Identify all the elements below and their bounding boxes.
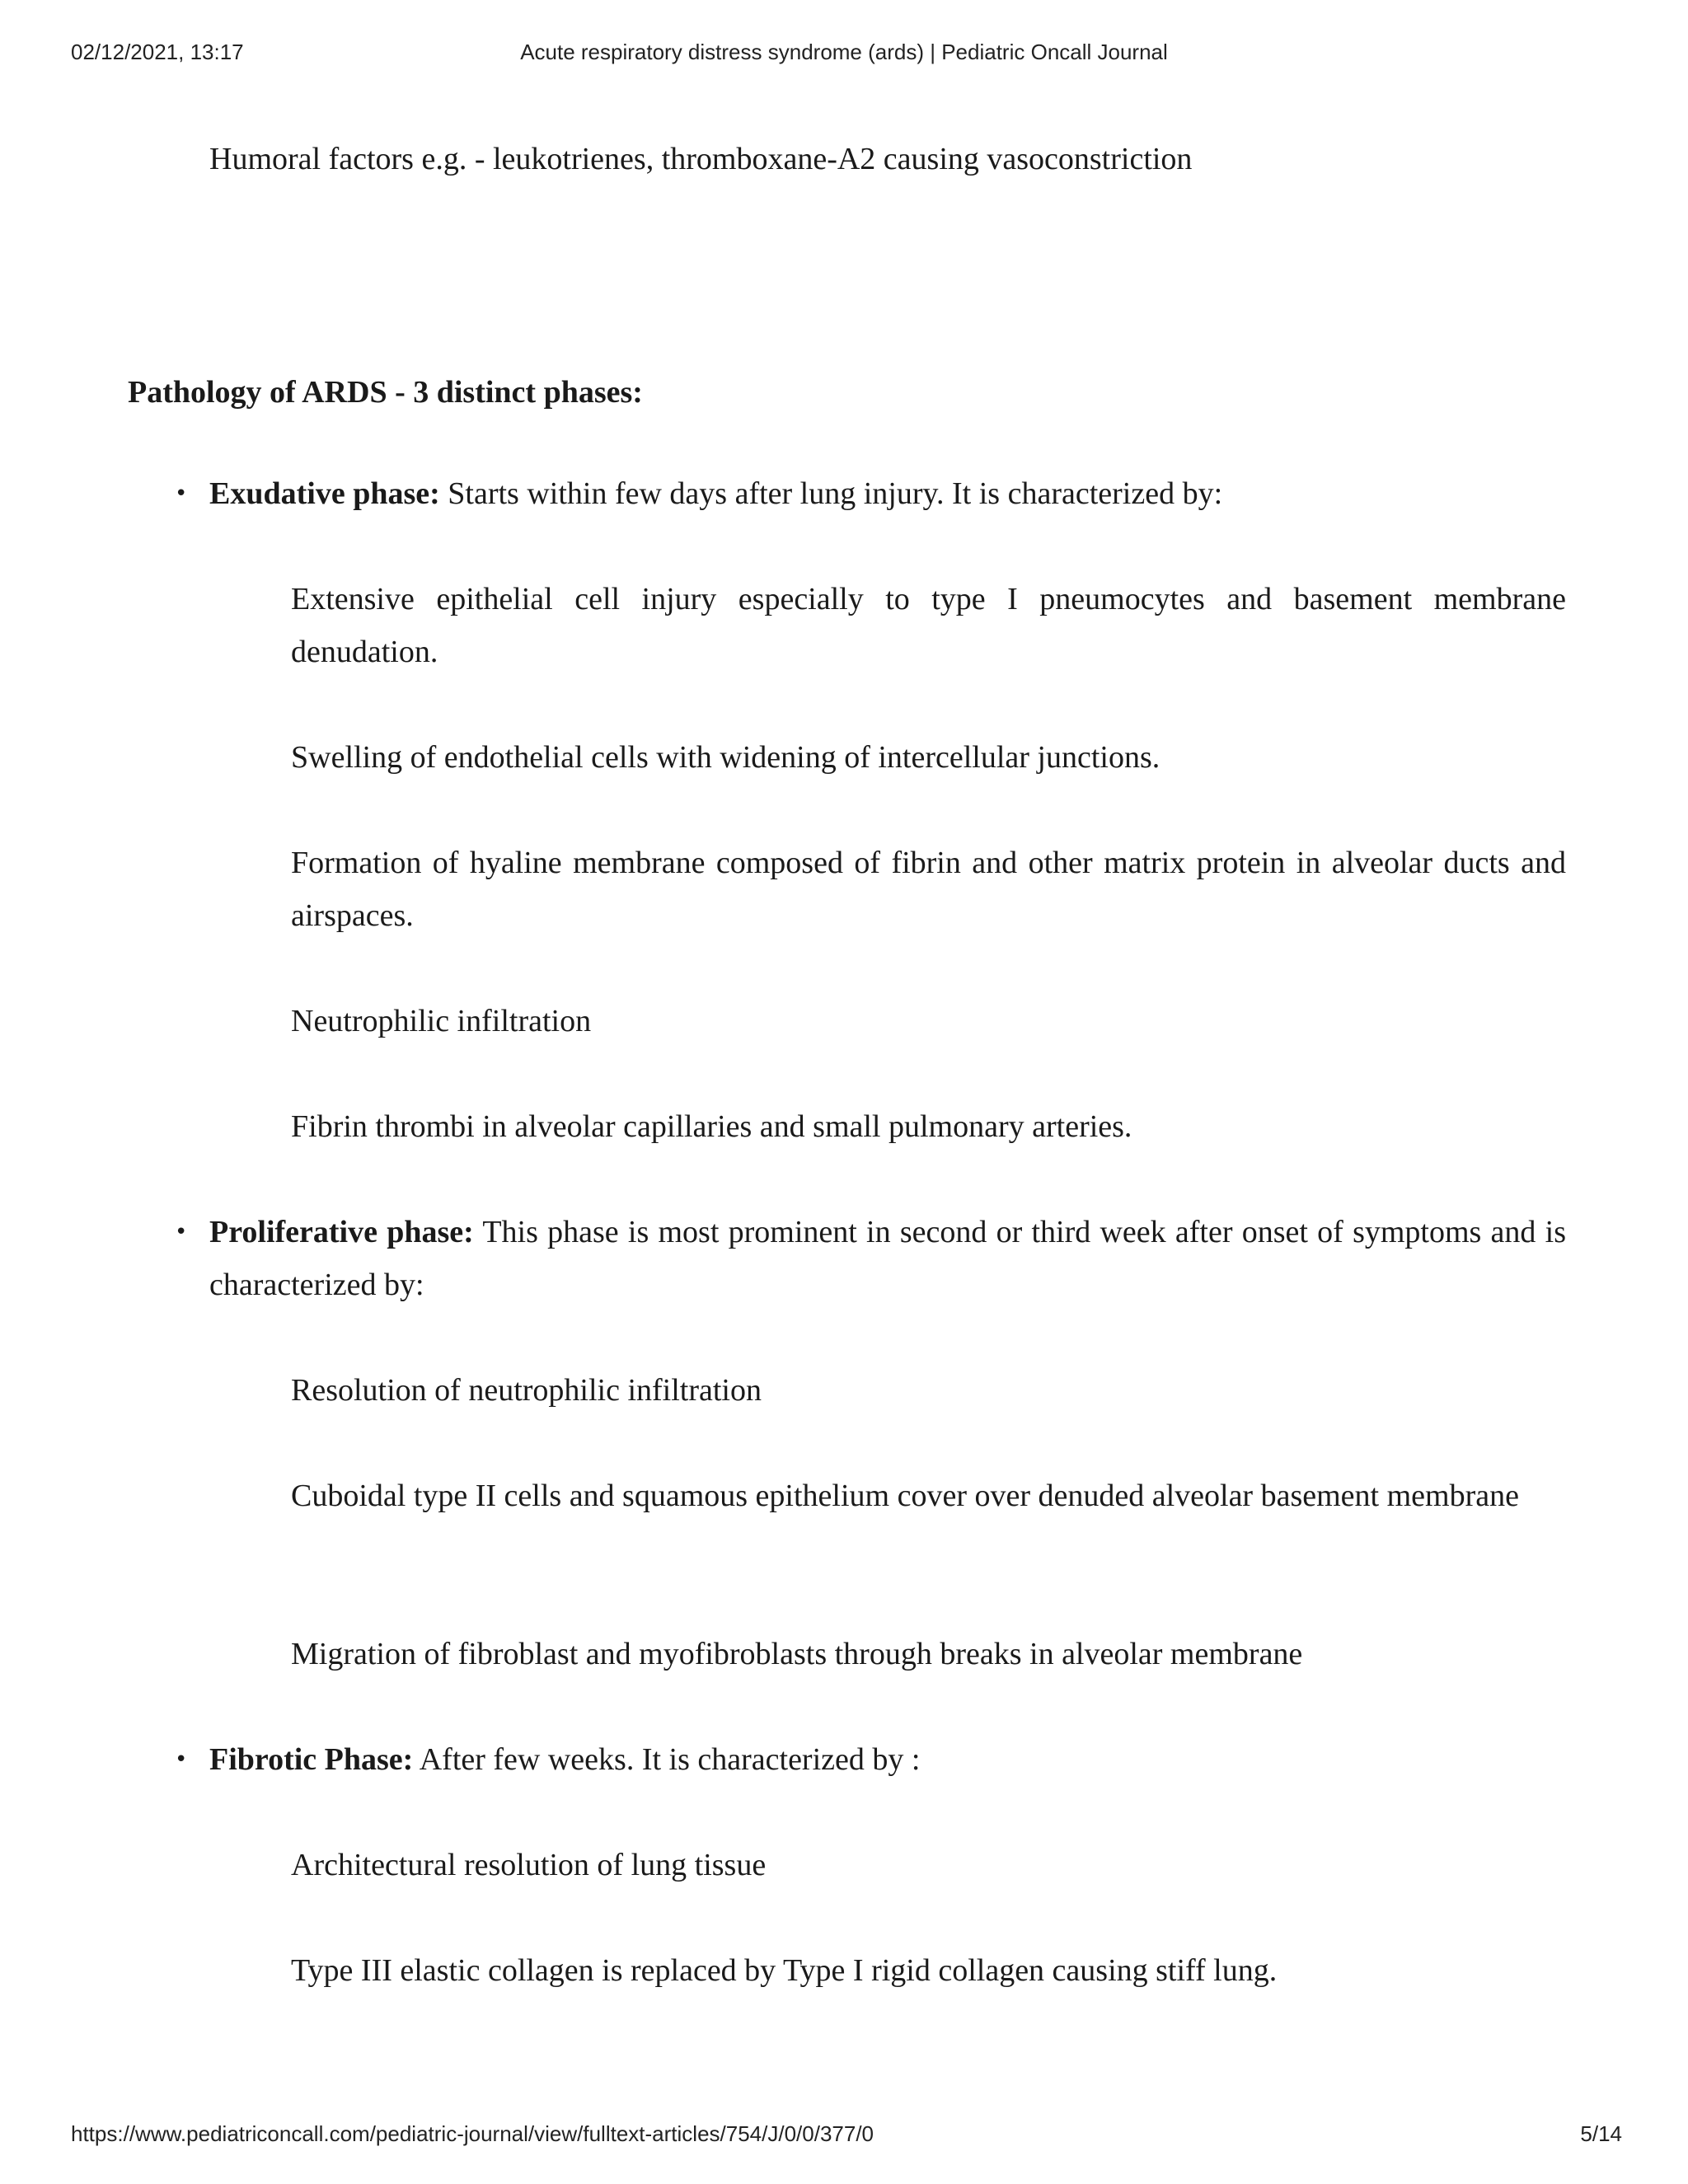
page-title: Acute respiratory distress syndrome (ards) | Pediatric Oncall Journal [520, 40, 1168, 64]
page-url: https://www.pediatriconcall.com/pediatric-journal/view/fulltext-articles/754/J/0/0/377/0 [71, 2121, 874, 2146]
print-datetime: 02/12/2021, 13:17 [71, 40, 244, 64]
phase-detail: Resolution of neutrophilic infiltration [291, 1373, 762, 1408]
phase-detail: Swelling of endothelial cells with widening of intercellular junctions. [291, 740, 1160, 775]
phase-item-exudative [175, 467, 1566, 520]
phase-item-proliferative [175, 1206, 1566, 1311]
phase-detail: Fibrin thrombi in alveolar capillaries and small pulmonary arteries. [291, 1109, 1132, 1144]
phase-name: Proliferative phase: [209, 1215, 474, 1249]
print-footer [0, 2121, 1688, 2149]
phase-name: Fibrotic Phase: [209, 1742, 414, 1777]
bullet-icon: • [175, 1220, 188, 1244]
phase-detail: Migration of fibroblast and myofibroblasts through breaks in alveolar membrane [291, 1637, 1303, 1671]
phase-detail: Extensive epithelial cell injury especially to type I pneumocytes and basement membrane denudation. [291, 582, 1566, 669]
phase-detail: Neutrophilic infiltration [291, 1004, 592, 1038]
page-number: 5/14 [1580, 2121, 1622, 2146]
phase-description: After few weeks. It is characterized by : [413, 1742, 921, 1777]
phase-item-fibrotic [175, 1733, 1566, 1786]
humoral-factors-text: Humoral factors e.g. - leukotrienes, thromboxane-A2 causing vasoconstriction [209, 142, 1193, 176]
phase-name: Exudative phase: [209, 476, 440, 511]
phase-description: Starts within few days after lung injury. It is characterized by: [439, 476, 1223, 511]
section-heading: Pathology of ARDS - 3 distinct phases: [128, 375, 643, 410]
bullet-icon: • [175, 1747, 188, 1772]
phase-detail: Type III elastic collagen is replaced by Type I rigid collagen causing stiff lung. [291, 1953, 1278, 1988]
phase-detail: Architectural resolution of lung tissue [291, 1848, 767, 1882]
bullet-icon: • [175, 481, 188, 506]
phase-description: This phase is most prominent in second or third week after onset of symptoms and is characterized by: [209, 1215, 1566, 1302]
phase-detail: Cuboidal type II cells and squamous epithelium cover over denuded alveolar basement membrane [291, 1479, 1519, 1513]
print-header [0, 40, 1688, 68]
phase-detail: Formation of hyaline membrane composed of fibrin and other matrix protein in alveolar ducts and airspaces. [291, 846, 1566, 933]
